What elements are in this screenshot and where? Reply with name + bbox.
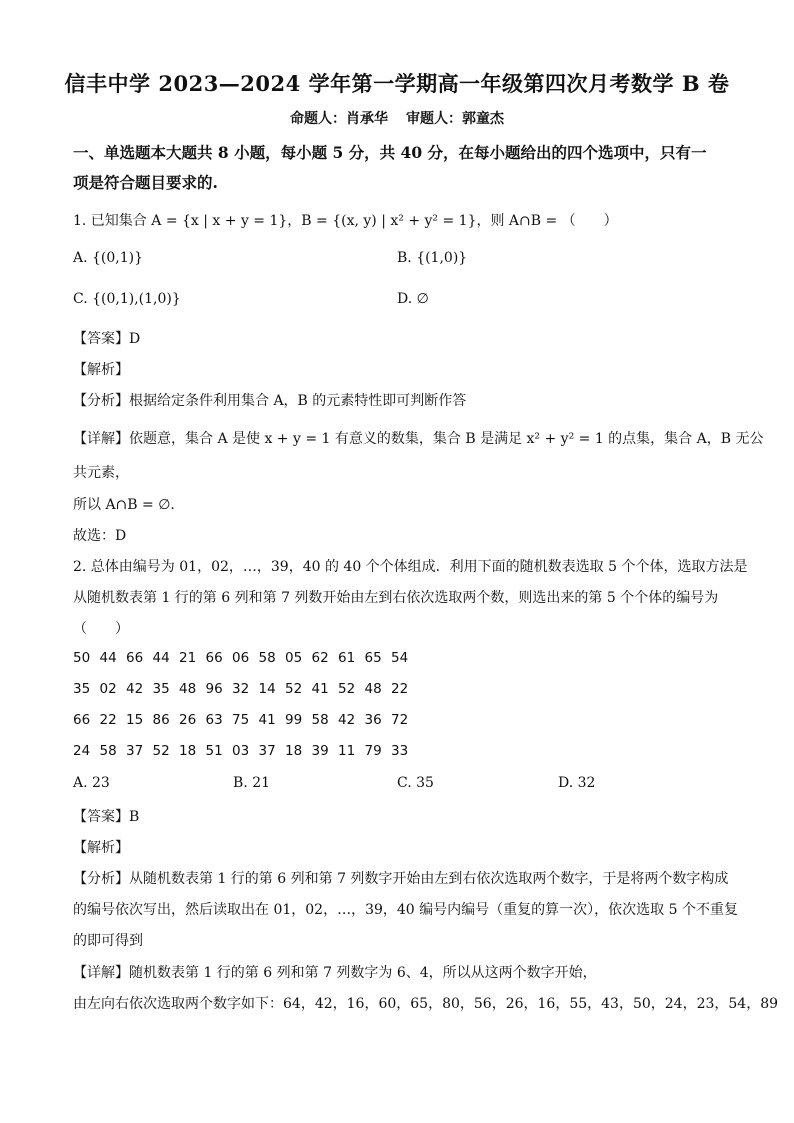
table-cell: 58 xyxy=(311,712,329,728)
table-cell: 42 xyxy=(338,712,356,728)
q2-stem-line2: 从随机数表第 1 行的第 6 列和第 7 列数开始由左到右依次选取两个数，则选出来的第 5 个个体的编号为 xyxy=(73,590,719,606)
q1-analysis-tag: 【解析】 xyxy=(73,362,129,378)
table-cell: 48 xyxy=(179,681,197,697)
table-cell: 18 xyxy=(285,743,303,759)
q2-stem-line3: （ ） xyxy=(73,621,129,637)
random-table-row xyxy=(73,712,418,728)
table-cell: 03 xyxy=(232,743,250,759)
q1-conclusion: 所以 A∩B = ∅. xyxy=(73,497,175,513)
q1-option-d: D. ∅ xyxy=(397,291,429,307)
q2-stem-line1: 2. 总体由编号为 01，02，…，39，40 的 40 个个体组成．利用下面的随机数表选取 5 个个体，选取方法是 xyxy=(73,559,748,575)
table-cell: 44 xyxy=(99,650,117,666)
table-cell: 15 xyxy=(126,712,144,728)
table-cell: 35 xyxy=(152,681,170,697)
table-cell: 39 xyxy=(311,743,329,759)
table-cell: 18 xyxy=(179,743,197,759)
table-cell: 52 xyxy=(338,681,356,697)
table-cell: 33 xyxy=(391,743,409,759)
q2-option-c: C. 35 xyxy=(397,775,434,791)
table-cell: 32 xyxy=(232,681,250,697)
random-table-row xyxy=(73,650,418,666)
table-cell: 75 xyxy=(232,712,250,728)
table-cell: 51 xyxy=(205,743,223,759)
q2-option-a: A. 23 xyxy=(73,775,110,791)
table-cell: 66 xyxy=(205,650,223,666)
q1-xiangjie-line2: 共元素， xyxy=(73,465,129,481)
table-cell: 52 xyxy=(285,681,303,697)
q2-option-d: D. 32 xyxy=(558,775,596,791)
exam-title: 信丰中学 2023—2024 学年第一学期高一年级第四次月考数学 B 卷 xyxy=(64,71,730,96)
table-cell: 35 xyxy=(73,681,91,697)
table-cell: 41 xyxy=(311,681,329,697)
q1-option-c: C. {(0,1),(1,0)} xyxy=(73,291,181,307)
random-table-row xyxy=(73,681,418,697)
table-cell: 41 xyxy=(258,712,276,728)
q2-analysis-tag: 【解析】 xyxy=(73,840,129,856)
table-cell: 44 xyxy=(152,650,170,666)
table-cell: 36 xyxy=(364,712,382,728)
table-cell: 02 xyxy=(99,681,117,697)
q2-fenxi-line1: 【分析】从随机数表第 1 行的第 6 列和第 7 列数字开始由左到右依次选取两个数字，于是将两个数字构成 xyxy=(73,871,729,887)
q1-xiangjie-line1: 【详解】依题意，集合 A 是使 x + y = 1 有意义的数集，集合 B 是满足 x² + y² = 1 的点集，集合 A，B 无公 xyxy=(73,431,764,447)
q1-option-a: A. {(0,1)} xyxy=(73,250,144,266)
table-cell: 54 xyxy=(391,650,409,666)
reviewer-label: 审题人：郭童杰 xyxy=(406,111,504,127)
q1-choose: 故选：D xyxy=(73,528,127,544)
authors-line xyxy=(0,108,794,128)
q1-fenxi: 【分析】根据给定条件利用集合 A，B 的元素特性即可判断作答 xyxy=(73,393,467,409)
section-heading-line2: 项是符合题目要求的. xyxy=(73,173,218,192)
table-cell: 37 xyxy=(258,743,276,759)
table-cell: 58 xyxy=(99,743,117,759)
table-cell: 86 xyxy=(152,712,170,728)
section-heading-line1: 一、单选题本大题共 8 小题，每小题 5 分，共 40 分，在每小题给出的四个选项中，只有一 xyxy=(73,143,707,162)
table-cell: 66 xyxy=(126,650,144,666)
table-cell: 26 xyxy=(179,712,197,728)
table-cell: 11 xyxy=(338,743,356,759)
table-cell: 48 xyxy=(364,681,382,697)
table-cell: 79 xyxy=(364,743,382,759)
table-cell: 06 xyxy=(232,650,250,666)
q2-xiangjie-line2: 由左向右依次选取两个数字如下：64，42，16，60，65，80，56，26，16，55，43，50，24，23，54，89 xyxy=(73,996,779,1012)
table-cell: 42 xyxy=(126,681,144,697)
q1-option-b: B. {(1,0)} xyxy=(397,250,468,266)
table-cell: 50 xyxy=(73,650,91,666)
table-cell: 61 xyxy=(338,650,356,666)
table-cell: 52 xyxy=(152,743,170,759)
table-cell: 96 xyxy=(205,681,223,697)
table-cell: 65 xyxy=(364,650,382,666)
table-cell: 24 xyxy=(73,743,91,759)
q1-answer: 【答案】D xyxy=(73,331,141,347)
table-cell: 62 xyxy=(311,650,329,666)
table-cell: 22 xyxy=(99,712,117,728)
table-cell: 21 xyxy=(179,650,197,666)
q2-answer: 【答案】B xyxy=(73,809,140,825)
table-cell: 99 xyxy=(285,712,303,728)
table-cell: 72 xyxy=(391,712,409,728)
table-cell: 63 xyxy=(205,712,223,728)
q2-fenxi-line3: 的即可得到 xyxy=(73,933,143,949)
q2-fenxi-line2: 的编号依次写出，然后读取出在 01，02，…，39，40 编号内编号（重复的算一次），依次选取 5 个不重复 xyxy=(73,902,738,918)
proposer-label: 命题人：肖承华 xyxy=(290,111,388,127)
table-cell: 05 xyxy=(285,650,303,666)
table-cell: 37 xyxy=(126,743,144,759)
table-cell: 14 xyxy=(258,681,276,697)
table-cell: 22 xyxy=(391,681,409,697)
table-cell: 58 xyxy=(258,650,276,666)
q2-option-b: B. 21 xyxy=(233,775,271,791)
random-table-row xyxy=(73,743,418,759)
q1-stem: 1. 已知集合 A = {x | x + y = 1}，B = {(x, y) | x² + y² = 1}，则 A∩B = （ ） xyxy=(73,213,618,229)
table-cell: 66 xyxy=(73,712,91,728)
q2-xiangjie-line1: 【详解】随机数表第 1 行的第 6 列和第 7 列数字为 6、4，所以从这两个数字开始， xyxy=(73,965,597,981)
